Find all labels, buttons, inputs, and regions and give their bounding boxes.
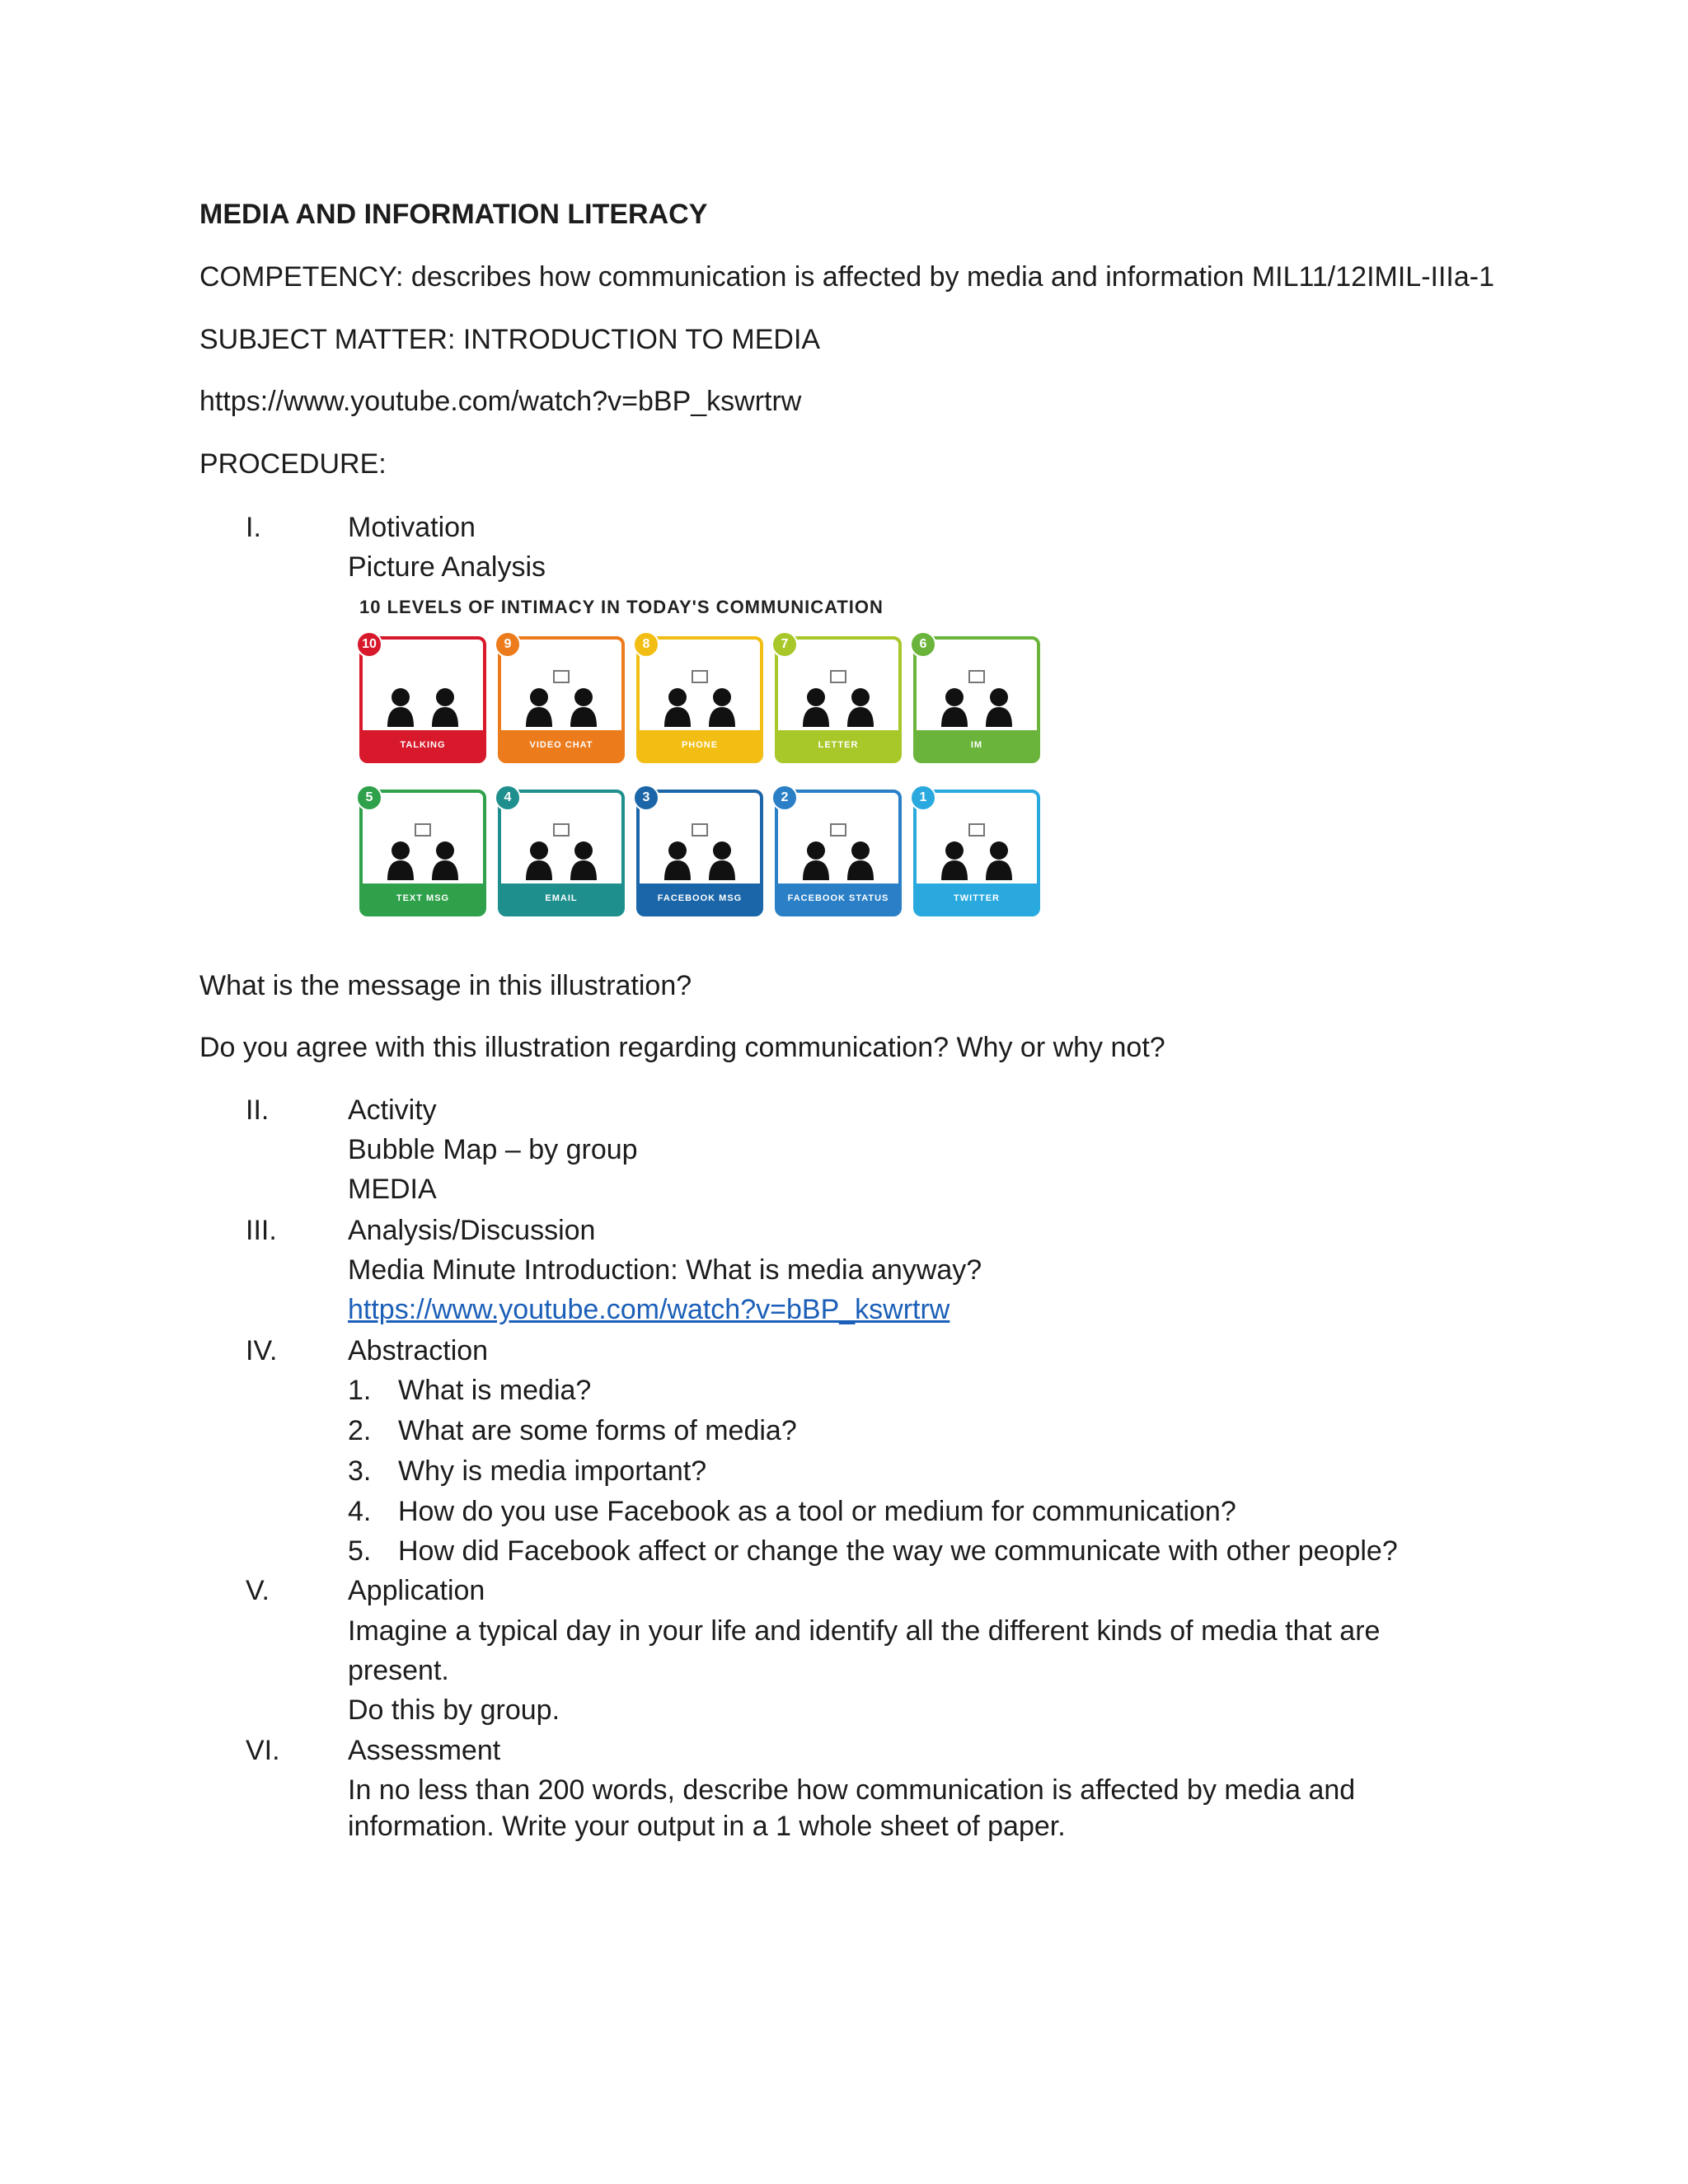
tile-number-badge: 2 — [771, 785, 798, 811]
tile-label: TEXT MSG — [363, 883, 483, 913]
abstraction-number-5: 5. — [348, 1535, 372, 1567]
tile-number-badge: 7 — [771, 631, 798, 658]
tile-label: TALKING — [363, 730, 483, 760]
tile-facebook-status — [775, 790, 902, 916]
tile-text-msg — [359, 790, 486, 916]
section-ii-title: Activity — [348, 1094, 437, 1126]
tile-number-badge: 10 — [356, 631, 382, 658]
tile-number-badge: 4 — [495, 785, 521, 811]
section-iii-line: Media Minute Introduction: What is media anyway? — [348, 1254, 982, 1286]
abstraction-number-4: 4. — [348, 1496, 372, 1527]
tile-number-badge: 9 — [495, 631, 521, 658]
tile-number-badge: 6 — [910, 631, 936, 658]
letter-icon — [783, 654, 893, 729]
tile-talking — [359, 636, 486, 763]
section-vi-title: Assessment — [348, 1735, 501, 1766]
section-vi-numeral: VI. — [246, 1735, 280, 1766]
section-ii-line-2: MEDIA — [348, 1174, 437, 1205]
tile-label: TWITTER — [917, 883, 1037, 913]
abstraction-question-4: How do you use Facebook as a tool or medium for communication? — [398, 1496, 1236, 1527]
section-iv-numeral: IV. — [246, 1335, 278, 1366]
tile-label: FACEBOOK STATUS — [778, 883, 898, 913]
text-msg-icon — [368, 808, 478, 882]
competency-line: COMPETENCY: describes how communication is affected by media and information MIL11/12IMIL-IIIa-1 — [199, 261, 1494, 293]
im-icon — [921, 654, 1032, 729]
section-ii-line-1: Bubble Map – by group — [348, 1134, 638, 1165]
abstraction-number-3: 3. — [348, 1455, 372, 1487]
phone-icon — [645, 654, 755, 729]
section-i-title: Motivation — [348, 512, 476, 543]
talking-icon — [368, 654, 478, 729]
tile-phone — [636, 636, 763, 763]
abstraction-question-3: Why is media important? — [398, 1455, 707, 1487]
section-iv-title: Abstraction — [348, 1335, 489, 1366]
tile-label: PHONE — [640, 730, 760, 760]
abstraction-question-2: What are some forms of media? — [398, 1415, 797, 1446]
tile-email — [498, 790, 625, 916]
section-i-subtitle: Picture Analysis — [348, 551, 546, 583]
question-message: What is the message in this illustration? — [199, 970, 692, 1001]
section-v-numeral: V. — [246, 1575, 270, 1606]
tile-letter — [775, 636, 902, 763]
twitter-icon — [921, 808, 1032, 882]
section-v-line-3: Do this by group. — [348, 1694, 560, 1726]
email-icon — [506, 808, 617, 882]
section-v-title: Application — [348, 1575, 485, 1606]
section-ii-numeral: II. — [246, 1094, 270, 1126]
section-v-line-2: present. — [348, 1655, 449, 1686]
tile-im — [913, 636, 1040, 763]
tile-video-chat — [498, 636, 625, 763]
video-chat-icon — [506, 654, 617, 729]
facebook-status-icon — [783, 808, 893, 882]
tile-number-badge: 1 — [910, 785, 936, 811]
tile-label: EMAIL — [501, 883, 621, 913]
section-iii-title: Analysis/Discussion — [348, 1215, 596, 1246]
document-title: MEDIA AND INFORMATION LITERACY — [199, 199, 708, 230]
section-vi-line-1: In no less than 200 words, describe how communication is affected by media and — [348, 1774, 1356, 1806]
section-v-line-1: Imagine a typical day in your life and identify all the different kinds of media that are — [348, 1615, 1381, 1647]
section-vi-line-2: information. Write your output in a 1 whole sheet of paper. — [348, 1811, 1066, 1842]
abstraction-question-1: What is media? — [398, 1375, 592, 1406]
tile-label: VIDEO CHAT — [501, 730, 621, 760]
tile-label: LETTER — [778, 730, 898, 760]
tile-number-badge: 5 — [356, 785, 382, 811]
tile-twitter — [913, 790, 1040, 916]
tile-facebook-msg — [636, 790, 763, 916]
abstraction-question-5: How did Facebook affect or change the way we communicate with other people? — [398, 1535, 1398, 1567]
abstraction-number-2: 2. — [348, 1415, 372, 1446]
question-agree: Do you agree with this illustration regarding communication? Why or why not? — [199, 1032, 1165, 1063]
tile-label: FACEBOOK MSG — [640, 883, 760, 913]
intimacy-levels-figure — [351, 595, 1048, 935]
subject-matter-line: SUBJECT MATTER: INTRODUCTION TO MEDIA — [199, 324, 821, 355]
video-url: https://www.youtube.com/watch?v=bBP_kswrtrw — [199, 386, 802, 417]
tile-number-badge: 3 — [633, 785, 659, 811]
section-i-numeral: I. — [246, 512, 261, 543]
procedure-heading: PROCEDURE: — [199, 448, 387, 480]
figure-title: 10 LEVELS OF INTIMACY IN TODAY'S COMMUNICATION — [359, 597, 884, 617]
abstraction-number-1: 1. — [348, 1375, 372, 1406]
tile-label: IM — [917, 730, 1037, 760]
facebook-msg-icon — [645, 808, 755, 882]
video-link[interactable]: https://www.youtube.com/watch?v=bBP_kswrtrw — [348, 1294, 950, 1325]
tile-number-badge: 8 — [633, 631, 659, 658]
section-iii-numeral: III. — [246, 1215, 277, 1246]
